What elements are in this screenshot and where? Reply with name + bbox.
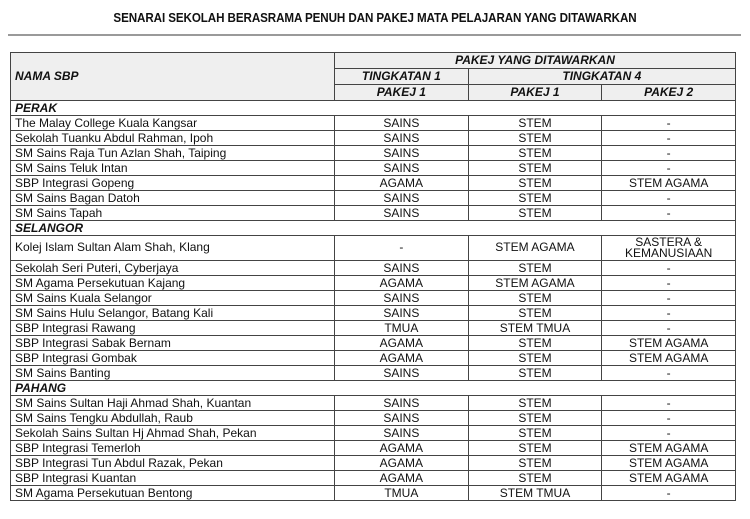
- t1-pakej-1-cell: SAINS: [335, 366, 469, 381]
- header-tingkatan-4: TINGKATAN 4: [468, 69, 735, 85]
- school-name-cell: SM Sains Raja Tun Azlan Shah, Taiping: [11, 146, 335, 161]
- t4-pakej-1-cell: STEM: [468, 206, 602, 221]
- t1-pakej-1-cell: SAINS: [335, 261, 469, 276]
- school-name-cell: SBP Integrasi Kuantan: [11, 471, 335, 486]
- table-header: [11, 53, 736, 101]
- t4-pakej-2-cell: -: [602, 291, 736, 306]
- school-name-cell: SM Sains Sultan Haji Ahmad Shah, Kuantan: [11, 396, 335, 411]
- t4-pakej-1-cell: STEM: [468, 456, 602, 471]
- t1-pakej-1-cell: AGAMA: [335, 351, 469, 366]
- table-row: [11, 191, 736, 206]
- table-row: [11, 471, 736, 486]
- document-title: SENARAI SEKOLAH BERASRAMA PENUH DAN PAKEJ MATA PELAJARAN YANG DITAWARKAN: [113, 11, 637, 25]
- t1-pakej-1-cell: TMUA: [335, 486, 469, 501]
- t4-pakej-1-cell: STEM: [468, 411, 602, 426]
- t4-pakej-2-cell: STEM AGAMA: [602, 441, 736, 456]
- school-name-cell: SBP Integrasi Tun Abdul Razak, Pekan: [11, 456, 335, 471]
- t1-pakej-1-cell: SAINS: [335, 206, 469, 221]
- region-label: PAHANG: [11, 381, 736, 396]
- header-pakej-group: PAKEJ YANG DITAWARKAN: [335, 53, 736, 69]
- school-name-cell: SM Sains Tengku Abdullah, Raub: [11, 411, 335, 426]
- region-label: SELANGOR: [11, 221, 736, 236]
- t4-pakej-2-cell: -: [602, 396, 736, 411]
- t1-pakej-1-cell: SAINS: [335, 146, 469, 161]
- t4-pakej-2-cell: SASTERA & KEMANUSIAAN: [602, 236, 736, 261]
- t4-pakej-2-cell: STEM AGAMA: [602, 336, 736, 351]
- table-row: [11, 336, 736, 351]
- school-name-cell: The Malay College Kuala Kangsar: [11, 116, 335, 131]
- table-row: [11, 486, 736, 501]
- t4-pakej-1-cell: STEM AGAMA: [468, 236, 602, 261]
- table-row: [11, 176, 736, 191]
- title-divider: [8, 34, 741, 36]
- school-package-table: [10, 52, 736, 501]
- t4-pakej-2-cell: -: [602, 366, 736, 381]
- t4-pakej-2-cell: -: [602, 411, 736, 426]
- t4-pakej-1-cell: STEM: [468, 336, 602, 351]
- table-row: [11, 441, 736, 456]
- school-name-cell: SM Sains Hulu Selangor, Batang Kali: [11, 306, 335, 321]
- region-row: [11, 101, 736, 116]
- t1-pakej-1-cell: SAINS: [335, 426, 469, 441]
- region-row: [11, 221, 736, 236]
- t4-pakej-1-cell: STEM: [468, 116, 602, 131]
- t4-pakej-2-cell: -: [602, 116, 736, 131]
- t4-pakej-1-cell: STEM: [468, 366, 602, 381]
- t4-pakej-2-cell: -: [602, 321, 736, 336]
- t4-pakej-2-cell: -: [602, 206, 736, 221]
- header-t1-pakej-1: PAKEJ 1: [335, 85, 469, 101]
- t4-pakej-1-cell: STEM TMUA: [468, 321, 602, 336]
- t4-pakej-2-cell: -: [602, 276, 736, 291]
- t4-pakej-1-cell: STEM: [468, 396, 602, 411]
- t4-pakej-2-cell: -: [602, 426, 736, 441]
- school-name-cell: Sekolah Sains Sultan Hj Ahmad Shah, Pekan: [11, 426, 335, 441]
- t1-pakej-1-cell: AGAMA: [335, 441, 469, 456]
- table-row: [11, 396, 736, 411]
- school-name-cell: SBP Integrasi Gopeng: [11, 176, 335, 191]
- table-row: [11, 426, 736, 441]
- table-row: [11, 306, 736, 321]
- table-row: [11, 291, 736, 306]
- table-row: [11, 206, 736, 221]
- table-body: [11, 101, 736, 501]
- t4-pakej-1-cell: STEM: [468, 426, 602, 441]
- school-name-cell: SM Sains Kuala Selangor: [11, 291, 335, 306]
- t4-pakej-2-cell: STEM AGAMA: [602, 456, 736, 471]
- school-name-cell: Kolej Islam Sultan Alam Shah, Klang: [11, 236, 335, 261]
- t4-pakej-2-cell: -: [602, 486, 736, 501]
- school-name-cell: SM Agama Persekutuan Bentong: [11, 486, 335, 501]
- school-name-cell: SM Sains Bagan Datoh: [11, 191, 335, 206]
- t4-pakej-2-cell: STEM AGAMA: [602, 176, 736, 191]
- school-name-cell: SM Sains Teluk Intan: [11, 161, 335, 176]
- t4-pakej-2-cell: -: [602, 306, 736, 321]
- school-name-cell: SBP Integrasi Temerloh: [11, 441, 335, 456]
- table-row: [11, 236, 736, 261]
- table-row: [11, 131, 736, 146]
- table-row: [11, 366, 736, 381]
- table-row: [11, 456, 736, 471]
- t4-pakej-1-cell: STEM AGAMA: [468, 276, 602, 291]
- t1-pakej-1-cell: SAINS: [335, 411, 469, 426]
- region-label: PERAK: [11, 101, 736, 116]
- header-nama-sbp: NAMA SBP: [11, 53, 335, 101]
- school-name-cell: Sekolah Seri Puteri, Cyberjaya: [11, 261, 335, 276]
- school-name-cell: SBP Integrasi Gombak: [11, 351, 335, 366]
- t1-pakej-1-cell: AGAMA: [335, 471, 469, 486]
- t4-pakej-2-cell: -: [602, 261, 736, 276]
- t4-pakej-1-cell: STEM: [468, 471, 602, 486]
- t4-pakej-1-cell: STEM: [468, 146, 602, 161]
- t4-pakej-2-cell: -: [602, 131, 736, 146]
- t4-pakej-1-cell: STEM: [468, 176, 602, 191]
- table-row: [11, 276, 736, 291]
- header-t4-pakej-2: PAKEJ 2: [602, 85, 736, 101]
- school-name-cell: SM Agama Persekutuan Kajang: [11, 276, 335, 291]
- t4-pakej-1-cell: STEM: [468, 306, 602, 321]
- t1-pakej-1-cell: AGAMA: [335, 276, 469, 291]
- table-row: [11, 116, 736, 131]
- table-row: [11, 351, 736, 366]
- header-t4-pakej-1: PAKEJ 1: [468, 85, 602, 101]
- t4-pakej-2-cell: -: [602, 146, 736, 161]
- t1-pakej-1-cell: SAINS: [335, 396, 469, 411]
- t4-pakej-1-cell: STEM: [468, 441, 602, 456]
- school-name-cell: SM Sains Tapah: [11, 206, 335, 221]
- school-name-cell: SM Sains Banting: [11, 366, 335, 381]
- t4-pakej-1-cell: STEM TMUA: [468, 486, 602, 501]
- t4-pakej-1-cell: STEM: [468, 191, 602, 206]
- header-tingkatan-1: TINGKATAN 1: [335, 69, 469, 85]
- t4-pakej-2-cell: -: [602, 191, 736, 206]
- t1-pakej-1-cell: SAINS: [335, 191, 469, 206]
- t4-pakej-1-cell: STEM: [468, 291, 602, 306]
- t4-pakej-2-cell: STEM AGAMA: [602, 471, 736, 486]
- t1-pakej-1-cell: AGAMA: [335, 456, 469, 471]
- t1-pakej-1-cell: TMUA: [335, 321, 469, 336]
- table-row: [11, 411, 736, 426]
- t1-pakej-1-cell: AGAMA: [335, 176, 469, 191]
- school-name-cell: Sekolah Tuanku Abdul Rahman, Ipoh: [11, 131, 335, 146]
- table-row: [11, 261, 736, 276]
- t1-pakej-1-cell: SAINS: [335, 291, 469, 306]
- t4-pakej-1-cell: STEM: [468, 351, 602, 366]
- t1-pakej-1-cell: SAINS: [335, 116, 469, 131]
- t4-pakej-2-cell: -: [602, 161, 736, 176]
- t4-pakej-1-cell: STEM: [468, 131, 602, 146]
- t1-pakej-1-cell: -: [335, 236, 469, 261]
- t4-pakej-1-cell: STEM: [468, 261, 602, 276]
- t1-pakej-1-cell: AGAMA: [335, 336, 469, 351]
- school-name-cell: SBP Integrasi Sabak Bernam: [11, 336, 335, 351]
- t1-pakej-1-cell: SAINS: [335, 131, 469, 146]
- t1-pakej-1-cell: SAINS: [335, 306, 469, 321]
- table-row: [11, 161, 736, 176]
- table-row: [11, 146, 736, 161]
- t1-pakej-1-cell: SAINS: [335, 161, 469, 176]
- t4-pakej-1-cell: STEM: [468, 161, 602, 176]
- t4-pakej-2-cell: STEM AGAMA: [602, 351, 736, 366]
- region-row: [11, 381, 736, 396]
- table-row: [11, 321, 736, 336]
- school-name-cell: SBP Integrasi Rawang: [11, 321, 335, 336]
